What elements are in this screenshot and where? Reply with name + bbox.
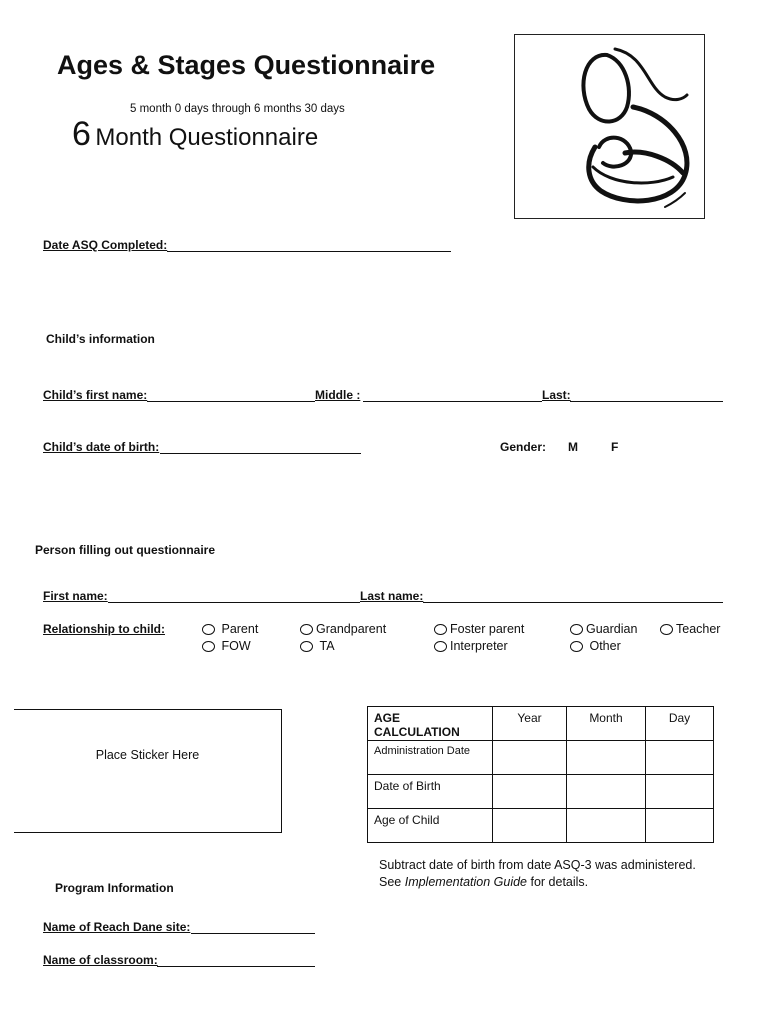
option-fow-label: FOW (221, 639, 251, 653)
table-row-label: Date of Birth (368, 775, 493, 809)
person-first-name-label: First name: (43, 589, 108, 603)
classroom-label: Name of classroom: (43, 953, 158, 967)
mother-child-logo (514, 34, 705, 219)
table-row (368, 809, 714, 843)
child-info-heading: Child’s information (46, 332, 155, 346)
age-calculation-table (367, 706, 714, 843)
classroom-field[interactable] (157, 966, 315, 967)
form-title: Ages & Stages Questionnaire (57, 50, 436, 80)
radio-circle-icon[interactable] (570, 641, 583, 652)
child-first-name-field[interactable] (147, 401, 315, 402)
date-completed-field[interactable] (167, 251, 451, 252)
option-teacher[interactable] (660, 622, 720, 636)
table-header-row (368, 707, 714, 741)
child-dob-label: Child’s date of birth: (43, 440, 160, 454)
relationship-label: Relationship to child: (43, 622, 165, 636)
radio-circle-icon[interactable] (570, 624, 583, 635)
radio-circle-icon[interactable] (434, 624, 447, 635)
questionnaire-name: Month Questionnaire (95, 124, 319, 151)
child-last-field[interactable] (570, 401, 723, 402)
date-completed-label: Date ASQ Completed: (43, 238, 168, 252)
option-parent[interactable] (202, 622, 258, 636)
note-line-2 (379, 874, 696, 891)
person-last-name-label: Last name: (360, 589, 424, 603)
sticker-box (14, 709, 282, 833)
table-header-cell: AGE CALCULATION (368, 707, 493, 741)
radio-circle-icon[interactable] (202, 641, 215, 652)
site-field[interactable] (191, 933, 315, 934)
option-other[interactable] (570, 639, 621, 653)
child-middle-label: Middle : (315, 388, 361, 402)
radio-circle-icon[interactable] (202, 624, 215, 635)
option-interpreter[interactable] (434, 639, 508, 653)
table-row-label: Age of Child (368, 809, 493, 843)
radio-circle-icon[interactable] (300, 641, 313, 652)
option-teacher-label: Teacher (676, 622, 721, 636)
table-header-cell: Month (567, 707, 646, 741)
option-ta-label: TA (319, 639, 335, 653)
option-ta[interactable] (300, 639, 335, 653)
note-suffix: for details. (527, 875, 589, 889)
table-row (368, 741, 714, 775)
age-range-text: 5 month 0 days through 6 months 30 days (130, 103, 345, 115)
table-row-label: Administration Date (368, 741, 493, 775)
option-foster-parent-label: Foster parent (450, 622, 525, 636)
table-header-cell: Day (646, 707, 714, 741)
child-first-name-label: Child’s first name: (43, 388, 148, 402)
person-heading: Person filling out questionnaire (35, 543, 216, 557)
table-header-cell: Year (493, 707, 567, 741)
child-dob-field[interactable] (160, 453, 361, 454)
sticker-label: Place Sticker Here (95, 748, 200, 762)
option-grandparent-label: Grandparent (316, 622, 387, 636)
option-guardian[interactable] (570, 622, 637, 636)
table-cell[interactable] (493, 775, 567, 809)
table-cell[interactable] (493, 809, 567, 843)
table-cell[interactable] (646, 775, 714, 809)
program-info-heading: Program Information (55, 881, 174, 895)
radio-circle-icon[interactable] (434, 641, 447, 652)
option-guardian-label: Guardian (586, 622, 638, 636)
gender-label: Gender: (500, 440, 547, 454)
questionnaire-title (72, 117, 318, 151)
radio-circle-icon[interactable] (660, 624, 673, 635)
option-fow[interactable] (202, 639, 251, 653)
table-cell[interactable] (646, 741, 714, 775)
note-prefix: See (379, 875, 405, 889)
gender-f-option[interactable]: F (611, 440, 619, 454)
gender-m-option[interactable]: M (568, 440, 578, 454)
table-cell[interactable] (567, 775, 646, 809)
table-cell[interactable] (493, 741, 567, 775)
option-foster-parent[interactable] (434, 622, 524, 636)
mother-child-icon (515, 35, 703, 217)
table-row (368, 775, 714, 809)
person-last-name-field[interactable] (423, 602, 723, 603)
option-grandparent[interactable] (300, 622, 386, 636)
child-last-label: Last: (542, 388, 571, 402)
age-calculation-note (379, 857, 696, 891)
table-cell[interactable] (567, 809, 646, 843)
option-interpreter-label: Interpreter (450, 639, 508, 653)
table-cell[interactable] (567, 741, 646, 775)
option-other-label: Other (589, 639, 621, 653)
child-middle-field[interactable] (363, 401, 542, 402)
note-line-1: Subtract date of birth from date ASQ-3 was administered. (379, 858, 696, 872)
person-first-name-field[interactable] (108, 602, 360, 603)
site-label: Name of Reach Dane site: (43, 920, 191, 934)
questionnaire-number: 6 (72, 115, 91, 153)
radio-circle-icon[interactable] (300, 624, 313, 635)
implementation-guide-reference: Implementation Guide (404, 875, 528, 889)
option-parent-label: Parent (221, 622, 259, 636)
table-cell[interactable] (646, 809, 714, 843)
